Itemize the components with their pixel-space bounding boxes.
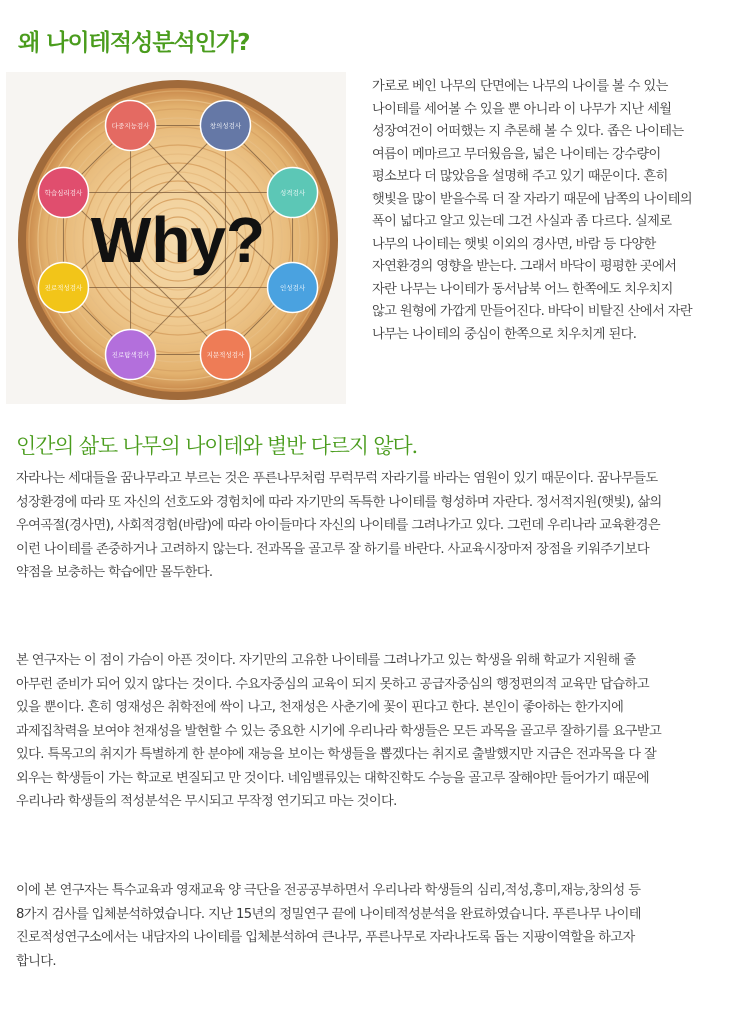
- paragraph-line: 본 연구자는 이 점이 가슴이 아픈 것이다. 자기만의 고유한 나이테를 그려나가고 있는 학생을 위해 학교가 지원해 줄: [16, 653, 636, 668]
- test-node-label: 성격검사: [279, 189, 306, 198]
- paragraph-line: 있을 뿐이다. 흔히 영재성은 취학전에 싹이 나고, 천재성은 사춘기에 꽃이 핀다고 한다. 본인이 좋아하는 한가지에: [16, 700, 624, 715]
- test-node: [38, 262, 88, 312]
- intro-paragraph: [372, 76, 728, 346]
- tree-ring-svg: [6, 72, 346, 404]
- test-node-label: 다중지능검사: [111, 121, 150, 130]
- intro-line: 나이테를 세어볼 수 있을 뿐 아니라 이 나무가 지난 세월: [372, 101, 672, 117]
- test-node-label: 인성검사: [279, 283, 306, 292]
- paragraph-line: 아무런 준비가 되어 있지 않다는 것이다. 수요자중심의 교육이 되지 못하고 공급자중심의 행정편의적 교육만 답습하고: [16, 676, 649, 692]
- intro-line: 않고 원형에 가깝게 만들어진다. 바닥이 비탈진 산에서 자란: [372, 304, 693, 319]
- intro-line: 자란 나무는 나이테가 동서남북 어느 한쪽에도 치우치지: [372, 281, 673, 297]
- paragraph-line: 이런 나이테를 존중하거나 고려하지 않는다. 전과목을 골고루 잘 하기를 바란다. 사교육시장마저 장점을 키워주기보다: [16, 541, 649, 557]
- test-node: [200, 100, 250, 150]
- paragraph-line: 자라나는 세대들을 꿈나무라고 부르는 것은 푸른나무처럼 무럭무럭 자라기를 바라는 염원이 있기 때문이다. 꿈나무들도: [16, 471, 658, 486]
- intro-line: 나무의 나이테는 햇빛 이외의 경사면, 바람 등 다양한: [372, 236, 656, 252]
- paragraph-line: 있다. 특목고의 취지가 특별하게 한 분야에 재능을 보이는 학생들을 뽑겠다는 취지로 출발했지만 지금은 전과목을 다 잘: [16, 747, 657, 762]
- test-node-label: 창의성검사: [209, 121, 242, 130]
- paragraph-line: 과제집착력을 보여야 천재성을 발현할 수 있는 중요한 시기에 우리나라 학생들은 모든 과목을 골고루 잘하기를 요구받고: [16, 723, 662, 739]
- paragraph-line: 합니다.: [16, 953, 57, 969]
- section-heading: 인간의 삶도 나무의 나이테와 별반 다르지 않다.: [16, 434, 417, 458]
- test-node: [200, 330, 250, 380]
- paragraph-line: 외우는 학생들이 가는 학교로 변질되고 만 것이다. 네임밸류있는 대학진학도 수능을 골고루 잘해야만 들어가기 때문에: [16, 770, 649, 786]
- paragraph-line: 진로적성연구소에서는 내담자의 나이테를 입체분석하여 큰나무, 푸른나무로 자라나도록 돕는 지팡이역할을 하고자: [16, 930, 635, 945]
- test-node: [38, 168, 88, 218]
- intro-line: 햇빛을 많이 받을수록 더 잘 자라기 때문에 남쪽의 나이테의: [372, 191, 693, 207]
- intro-line: 가로로 베인 나무의 단면에는 나무의 나이를 볼 수 있는: [372, 79, 668, 94]
- test-node-label: 진로탐색검사: [111, 351, 150, 360]
- paragraph-3: [16, 879, 728, 973]
- paragraph-line: 성장환경에 따라 또 자신의 선호도와 경험치에 따라 자기만의 독특한 나이테를 형성하며 자란다. 정서적지원(햇빛), 삶의: [16, 494, 662, 510]
- page-title: 왜 나이테적성분석인가?: [18, 30, 250, 56]
- test-node-label: 지문적성검사: [206, 351, 245, 360]
- paragraph-2: [16, 649, 728, 814]
- test-node: [106, 330, 156, 380]
- intro-line: 폭이 넓다고 알고 있는데 그건 사실과 좀 다르다. 실제로: [372, 214, 672, 229]
- intro-line: 자연환경의 영향을 받는다. 그래서 바닥이 평평한 곳에서: [372, 259, 677, 274]
- paragraph-line: 우여곡절(경사면), 사회적경험(바람)에 따라 아이들마다 자신의 나이테를 그려나가고 있다. 그런데 우리나라 교육환경은: [16, 518, 660, 533]
- test-node: [268, 262, 318, 312]
- why-text: Why?: [90, 204, 266, 276]
- intro-line: 평소보다 더 많았음을 설명해 주고 있기 때문이다. 흔히: [372, 169, 668, 184]
- paragraph-line: 이에 본 연구자는 특수교육과 영재교육 양 극단을 전공공부하면서 우리나라 학생들의 심리,적성,흥미,재능,창의성 등: [16, 883, 641, 898]
- paragraph-line: 8가지 검사를 입체분석하였습니다. 지난 15년의 정밀연구 끝에 나이테적성분석을 완료하였습니다. 푸른나무 나이테: [16, 906, 641, 922]
- intro-line: 여름이 메마르고 무더웠음을, 넓은 나이테는 강수량이: [372, 146, 661, 162]
- intro-line: 나무는 나이테의 중심이 한쪽으로 치우치게 된다.: [372, 326, 637, 342]
- test-node-label: 학습심리검사: [44, 189, 83, 198]
- paragraph-line: 약점을 보충하는 학습에만 몰두한다.: [16, 565, 213, 580]
- paragraph-line: 우리나라 학생들의 적성분석은 무시되고 무작정 연기되고 마는 것이다.: [16, 794, 397, 809]
- test-node: [106, 100, 156, 150]
- test-node: [268, 168, 318, 218]
- intro-line: 성장여건이 어떠했는 지 추론해 볼 수 있다. 좁은 나이테는: [372, 124, 684, 139]
- paragraph-1: [16, 467, 728, 585]
- test-node-label: 진로적성검사: [44, 283, 83, 292]
- tree-ring-figure: [6, 72, 346, 404]
